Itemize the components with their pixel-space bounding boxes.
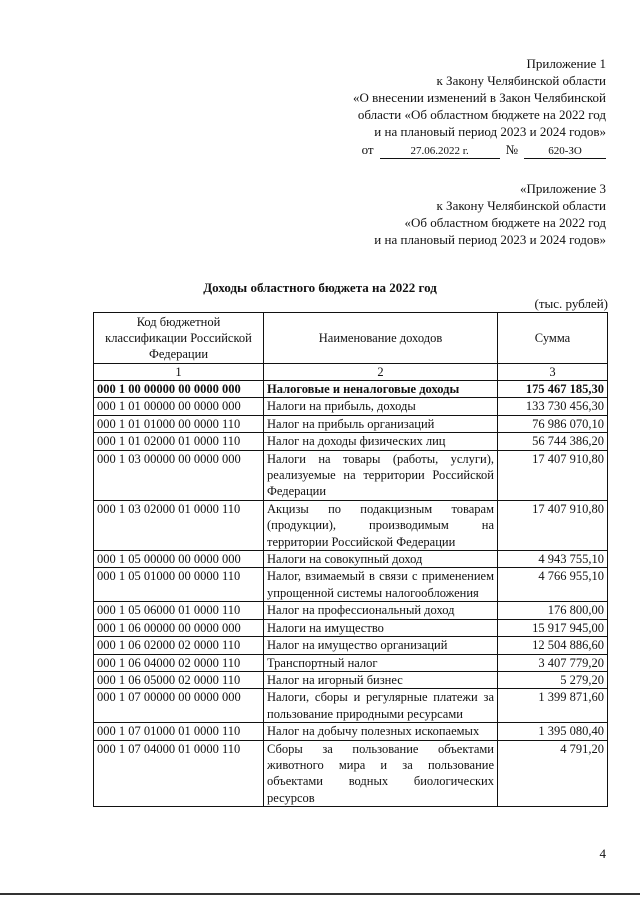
- table-row: [94, 398, 608, 415]
- code-cell: 000 1 01 02000 01 0000 110: [94, 433, 264, 450]
- sum-cell: 76 986 070,10: [498, 415, 608, 432]
- appendix-1-line: к Закону Челябинской области: [436, 73, 606, 88]
- header-name: Наименование доходов: [264, 313, 498, 364]
- code-cell: 000 1 06 04000 02 0000 110: [94, 654, 264, 671]
- bottom-edge-rule: [0, 893, 640, 895]
- name-cell: Налог на игорный бизнес: [264, 671, 498, 688]
- sum-cell: 4 766 955,10: [498, 568, 608, 602]
- law-date: 27.06.2022 г.: [380, 144, 500, 159]
- table-row: [94, 723, 608, 740]
- name-cell: Налоги на совокупный доход: [264, 551, 498, 568]
- sum-cell: 56 744 386,20: [498, 433, 608, 450]
- sum-cell: 12 504 886,60: [498, 637, 608, 654]
- appendix-3-line: к Закону Челябинской области: [436, 198, 606, 213]
- code-cell: 000 1 07 01000 01 0000 110: [94, 723, 264, 740]
- code-cell: 000 1 07 04000 01 0000 110: [94, 740, 264, 807]
- name-cell: Налоговые и неналоговые доходы: [264, 381, 498, 398]
- appendix-1-header: [286, 55, 606, 159]
- sum-cell: 1 395 080,40: [498, 723, 608, 740]
- table-row: [94, 568, 608, 602]
- sum-cell: 3 407 779,20: [498, 654, 608, 671]
- table-row: [94, 381, 608, 398]
- table-row: [94, 433, 608, 450]
- sum-cell: 176 800,00: [498, 602, 608, 619]
- name-cell: Транспортный налог: [264, 654, 498, 671]
- table-row: [94, 500, 608, 550]
- name-cell: Налог на доходы физических лиц: [264, 433, 498, 450]
- law-number: 620-ЗО: [524, 144, 606, 159]
- code-cell: 000 1 03 00000 00 0000 000: [94, 450, 264, 500]
- code-cell: 000 1 07 00000 00 0000 000: [94, 689, 264, 723]
- header-number: 1: [94, 364, 264, 381]
- name-cell: Налоги на прибыль, доходы: [264, 398, 498, 415]
- sum-cell: 4 791,20: [498, 740, 608, 807]
- sum-cell: 15 917 945,00: [498, 619, 608, 636]
- table-row: [94, 602, 608, 619]
- appendix-3-line: «Приложение 3: [519, 181, 606, 196]
- appendix-3-line: «Об областном бюджете на 2022 год: [404, 215, 606, 230]
- law-date-number-line: [286, 141, 606, 159]
- name-cell: Налоги, сборы и регулярные платежи за пользование природными ресурсами: [264, 689, 498, 723]
- code-cell: 000 1 01 01000 00 0000 110: [94, 415, 264, 432]
- code-cell: 000 1 05 06000 01 0000 110: [94, 602, 264, 619]
- appendix-1-line: и на плановый период 2023 и 2024 годов»: [374, 124, 606, 139]
- date-prefix: от: [361, 142, 374, 157]
- appendix-1-line: Приложение 1: [526, 56, 606, 71]
- name-cell: Налоги на имущество: [264, 619, 498, 636]
- code-cell: 000 1 05 00000 00 0000 000: [94, 551, 264, 568]
- table-row: [94, 551, 608, 568]
- code-cell: 000 1 05 01000 00 0000 110: [94, 568, 264, 602]
- name-cell: Налог на профессиональный доход: [264, 602, 498, 619]
- name-cell: Налог на добычу полезных ископаемых: [264, 723, 498, 740]
- table-body: [94, 381, 608, 807]
- appendix-3-line: и на плановый период 2023 и 2024 годов»: [374, 232, 606, 247]
- document-title: Доходы областного бюджета на 2022 год: [203, 280, 437, 295]
- table-row: [94, 689, 608, 723]
- appendix-1-line: «О внесении изменений в Закон Челябинской: [352, 90, 606, 105]
- page-number: 4: [599, 846, 606, 861]
- table-row: [94, 450, 608, 500]
- name-cell: Налог, взимаемый в связи с применением упрощенной системы налогообложения: [264, 568, 498, 602]
- code-cell: 000 1 06 00000 00 0000 000: [94, 619, 264, 636]
- header-sum: Сумма: [498, 313, 608, 364]
- sum-cell: 4 943 755,10: [498, 551, 608, 568]
- name-cell: Сборы за пользование объектами животного мира и за пользование объектами водных биологических ресурсов: [264, 740, 498, 807]
- budget-table: [93, 312, 608, 807]
- header-number: 2: [264, 364, 498, 381]
- sum-cell: 17 407 910,80: [498, 450, 608, 500]
- table-row: [94, 671, 608, 688]
- table-row: [94, 637, 608, 654]
- table-row: [94, 415, 608, 432]
- code-cell: 000 1 06 05000 02 0000 110: [94, 671, 264, 688]
- name-cell: Налоги на товары (работы, услуги), реализуемые на территории Российской Федерации: [264, 450, 498, 500]
- header-number: 3: [498, 364, 608, 381]
- code-cell: 000 1 06 02000 02 0000 110: [94, 637, 264, 654]
- sum-cell: 133 730 456,30: [498, 398, 608, 415]
- table-row: [94, 619, 608, 636]
- code-cell: 000 1 03 02000 01 0000 110: [94, 500, 264, 550]
- name-cell: Налог на имущество организаций: [264, 637, 498, 654]
- sum-cell: 5 279,20: [498, 671, 608, 688]
- number-prefix: №: [505, 142, 518, 157]
- sum-cell: 17 407 910,80: [498, 500, 608, 550]
- name-cell: Налог на прибыль организаций: [264, 415, 498, 432]
- sum-cell: 175 467 185,30: [498, 381, 608, 398]
- header-code: Код бюджетной классификации Российской Федерации: [94, 313, 264, 364]
- appendix-3-header: [286, 180, 606, 248]
- appendix-1-line: области «Об областном бюджете на 2022 год: [357, 107, 606, 122]
- units-label: (тыс. рублей): [534, 296, 608, 311]
- table-row: [94, 654, 608, 671]
- sum-cell: 1 399 871,60: [498, 689, 608, 723]
- table-row: [94, 740, 608, 807]
- code-cell: 000 1 01 00000 00 0000 000: [94, 398, 264, 415]
- name-cell: Акцизы по подакцизным товарам (продукции), производимым на территории Российской Федерации: [264, 500, 498, 550]
- code-cell: 000 1 00 00000 00 0000 000: [94, 381, 264, 398]
